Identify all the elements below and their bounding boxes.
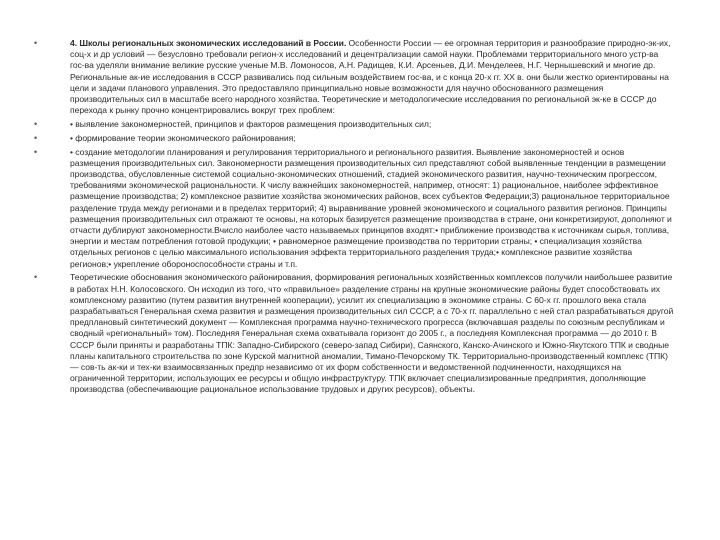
bullet-list xyxy=(34,38,674,398)
list-item-text: • выявление закономерностей, принципов и факторов размещения производительных сил; xyxy=(70,119,432,130)
list-item xyxy=(34,119,674,130)
list-item xyxy=(34,147,674,270)
paragraph-text: Особенности России — ее огромная территория и разнообразие природно-эк-их, соц-х и др условий — безусловно требовали регион-х исследований и децентрализации самой науки. Проблемами территориального много устр-ва гос-ва уделяли внимание великие русские ученые М.В. Ломоносов, А.Н. Радищев, К.И. Арсеньев, Д.И. Менделеев, Н.Г. Чернышевский и многие др. Региональные ак-ие исследования в СССР развивались под сильным воздействием гос-ва, и с конца 20-х гг. XX в. они были жестко ориентированы на цели и задачи планового управления. Это предоставляло принципиально новые возможности для научно обоснованного размещения производительных сил в масштабе всего народного хозяйства. Теоретические и методологические исследования по региональной эк-ке в СССР до перехода к рынку прочно концентрировались вокруг трех проблем: xyxy=(70,38,671,116)
bullet-icon: • xyxy=(34,119,38,130)
bullet-icon: • xyxy=(34,272,38,283)
bullet-icon: • xyxy=(34,146,38,157)
list-item-text: Теоретические обоснования экономического районирования, формирования региональных хозяйственных комплексов получили наибольшее развитие в работах Н.Н. Колосовского. Он исходил из того, что «правильное» разделение страны на крупные экономические районы будет способствовать их комплексному развитию (путем развития внутренней кооперации), усилит их специализацию в экономике страны. С 60-х гг. прошлого века стала разрабатываться Генеральная схема развития и размещения производительных сил СССР, а с 70-х гг. параллельно с ней стал разрабатываться другой предплановый синтетический документ — Комплексная программа научно-технического прогресса (включавшая разделы по союзным республикам и сводный «региональный» том). Последняя Генеральная схема охватывала горизонт до 2005 г., а последняя Комплексная программа — до 2010 г. В СССР были приняты и разработаны ТПК: Западно-Сибирского (северо-запад Сибири), Саянского, Канско-Ачинского и Южно-Якутского ТПК и сводные планы капитального строительства по зоне Курской магнитной аномалии, Тимано-Печорскому ТК. Территориально-производственный комплекс (ТПК) — сов-ть ак-ки и тех-ки взаимосвязанных предпр независимо от их форм собственности и ведомственной подчиненности, находящихся на ограниченной территории, использующих ее ресурсы и общую инфраструктуру. ТПК включает специализированные предприятия, дополняющие производства (обеспечивающие рациональное использование трудовых и других ресурсов), объекты. xyxy=(70,272,674,395)
list-item-text xyxy=(70,38,674,116)
list-item-text: • создание методологии планирования и регулирования территориального и регионального развития. Выявление закономерностей и основ размещения производительных сил. Закономерности размещения производительных сил представляют собой выявленные тенденции в размещении производства, обусловленные системой социально-экономических отношений, стадией экономического развития, научно-техническим прогрессом, требованиями экономической рациональности. К числу важнейших закономерностей, например, относят: 1) рациональное, наиболее эффективное размещение производства; 2) комплексное развитие хозяйства экономических районов, всех субъектов Федерации;3) рациональное территориальное разделение труда между регионами и в пределах территорий; 4) выравнивание уровней экономического и социального развития регионов. Принципы размещения производительных сил отражают те основы, на которых базируется размещение производства в стране, они конкретизируют, дополняют и отчасти дублируют закономерности.Вчисло наиболее часто называемых принципов входят:• приближение производства к источникам сырья, топлива, энергии и местам потребления готовой продукции; • равномерное размещение производства по территории страны; • специализация хозяйства отдельных регионов с целью максимального использования эффекта территориального разделения труда;• комплексное развитие хозяйства регионов;• укрепление обороноспособности страны и т.п. xyxy=(70,146,672,269)
bullet-icon: • xyxy=(34,38,38,48)
list-item xyxy=(34,272,674,395)
list-item xyxy=(34,38,674,116)
list-item-text: • формирование теории экономического районирования; xyxy=(70,132,296,143)
bullet-icon: • xyxy=(34,132,38,143)
list-item xyxy=(34,133,674,144)
section-title: 4. Школы региональных экономических исследований в России. xyxy=(70,38,347,48)
